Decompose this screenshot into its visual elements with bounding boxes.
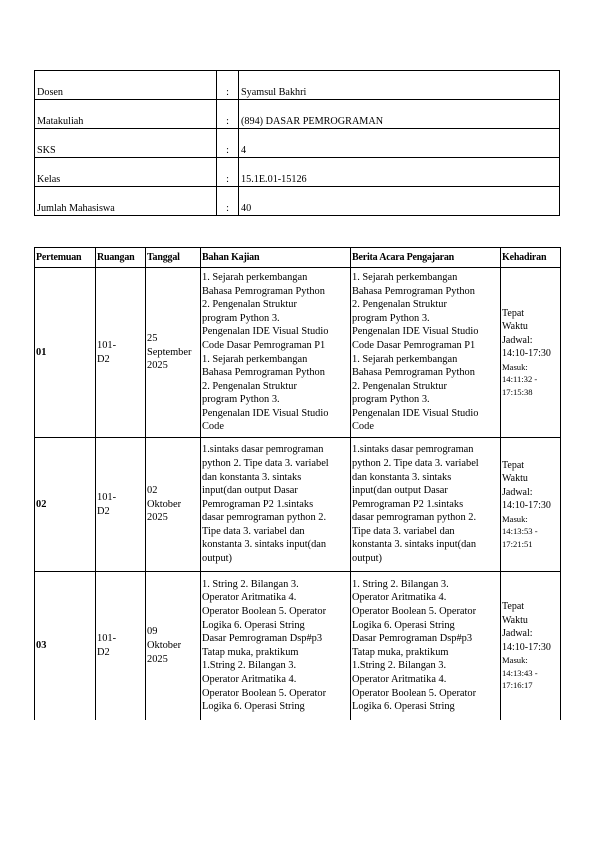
meeting-attendance — [501, 572, 561, 720]
meeting-material: 1. Sejarah perkembangan Bahasa Pemrograman Python 2. Pengenalan Struktur program Python 3. Pengenalan IDE Visual Studio Code Dasar Pemrograman P1 1. Sejarah perkembangan Bahasa Pemrograman Python 2. Pengenalan Struktur program Python 3. Pengenalan IDE Visual Studio Code — [201, 268, 351, 438]
attendance-status: Tepat Waktu Jadwal: 14:10-17:30 — [502, 459, 551, 512]
header-ruangan: Ruangan — [96, 248, 146, 268]
info-row-kelas — [35, 158, 560, 187]
info-row-matakuliah — [35, 100, 560, 129]
attendance-status: Tepat Waktu Jadwal: 14:10-17:30 — [502, 601, 551, 653]
attendance-status: Tepat Waktu Jadwal: 14:10-17:30 — [502, 307, 551, 360]
info-colon: : — [217, 71, 239, 100]
meeting-room: 101- D2 — [96, 268, 146, 438]
info-value-kelas: 15.1E.01-15126 — [239, 158, 560, 187]
header-kehadiran: Kehadiran — [501, 248, 561, 268]
info-value-jumlah-mahasiswa: 40 — [239, 187, 560, 216]
table-row — [35, 438, 561, 572]
meeting-minutes: 1. Sejarah perkembangan Bahasa Pemrograman Python 2. Pengenalan Struktur program Python 3. Pengenalan IDE Visual Studio Code Dasar Pemrograman P1 1. Sejarah perkembangan Bahasa Pemrograman Python 2. Pengenalan Struktur program Python 3. Pengenalan IDE Visual Studio Code — [351, 268, 501, 438]
info-colon: : — [217, 158, 239, 187]
meeting-date: 25 September 2025 — [146, 268, 201, 438]
header-bahan-kajian: Bahan Kajian — [201, 248, 351, 268]
info-label: Jumlah Mahasiswa — [35, 187, 217, 216]
info-value-matakuliah: (894) DASAR PEMROGRAMAN — [239, 100, 560, 129]
meeting-attendance — [501, 438, 561, 572]
info-label: Matakuliah — [35, 100, 217, 129]
info-colon: : — [217, 187, 239, 216]
info-label: SKS — [35, 129, 217, 158]
course-info-table — [34, 70, 560, 216]
header-tanggal: Tanggal — [146, 248, 201, 268]
table-row — [35, 572, 561, 720]
info-colon: : — [217, 100, 239, 129]
header-pertemuan: Pertemuan — [35, 248, 96, 268]
attendance-checkin: Masuk: 14:13:43 - 17:16:17 — [502, 655, 538, 690]
meeting-material: 1. String 2. Bilangan 3. Operator Aritmatika 4. Operator Boolean 5. Operator Logika 6. Operasi String Dasar Pemrograman Dsp#p3 Tatap muka, praktikum 1.String 2. Bilangan 3. Operator Aritmatika 4. Operator Boolean 5. Operator Logika 6. Operasi String — [201, 572, 351, 720]
info-label: Kelas — [35, 158, 217, 187]
meeting-minutes: 1.sintaks dasar pemrograman python 2. Tipe data 3. variabel dan konstanta 3. sintaks input(dan output Dasar Pemrograman P2 1.sintaks dasar pemrograman python 2. Tipe data 3. variabel dan konstanta 3. sintaks input(dan output) — [351, 438, 501, 572]
meeting-number: 01 — [35, 268, 96, 438]
meeting-room: 101- D2 — [96, 572, 146, 720]
info-value-sks: 4 — [239, 129, 560, 158]
meetings-header-row — [35, 248, 561, 268]
meetings-table — [34, 247, 561, 720]
meeting-attendance — [501, 268, 561, 438]
meeting-room: 101- D2 — [96, 438, 146, 572]
table-row — [35, 268, 561, 438]
meeting-date: 02 Oktober 2025 — [146, 438, 201, 572]
info-row-jumlah-mahasiswa — [35, 187, 560, 216]
header-berita-acara: Berita Acara Pengajaran — [351, 248, 501, 268]
info-colon: : — [217, 129, 239, 158]
meeting-material: 1.sintaks dasar pemrograman python 2. Tipe data 3. variabel dan konstanta 3. sintaks input(dan output Dasar Pemrograman P2 1.sintaks dasar pemrograman python 2. Tipe data 3. variabel dan konstanta 3. sintaks input(dan output) — [201, 438, 351, 572]
info-row-sks — [35, 129, 560, 158]
meeting-number: 02 — [35, 438, 96, 572]
attendance-checkin: Masuk: 14:13:53 - 17:21:51 — [502, 513, 538, 549]
info-value-dosen: Syamsul Bakhri — [239, 71, 560, 100]
info-label: Dosen — [35, 71, 217, 100]
meeting-minutes: 1. String 2. Bilangan 3. Operator Aritmatika 4. Operator Boolean 5. Operator Logika 6. Operasi String Dasar Pemrograman Dsp#p3 Tatap muka, praktikum 1.String 2. Bilangan 3. Operator Aritmatika 4. Operator Boolean 5. Operator Logika 6. Operasi String — [351, 572, 501, 720]
meeting-number: 03 — [35, 572, 96, 720]
meeting-date: 09 Oktober 2025 — [146, 572, 201, 720]
info-row-dosen — [35, 71, 560, 100]
attendance-checkin: Masuk: 14:11:32 - 17:15:38 — [502, 361, 538, 397]
